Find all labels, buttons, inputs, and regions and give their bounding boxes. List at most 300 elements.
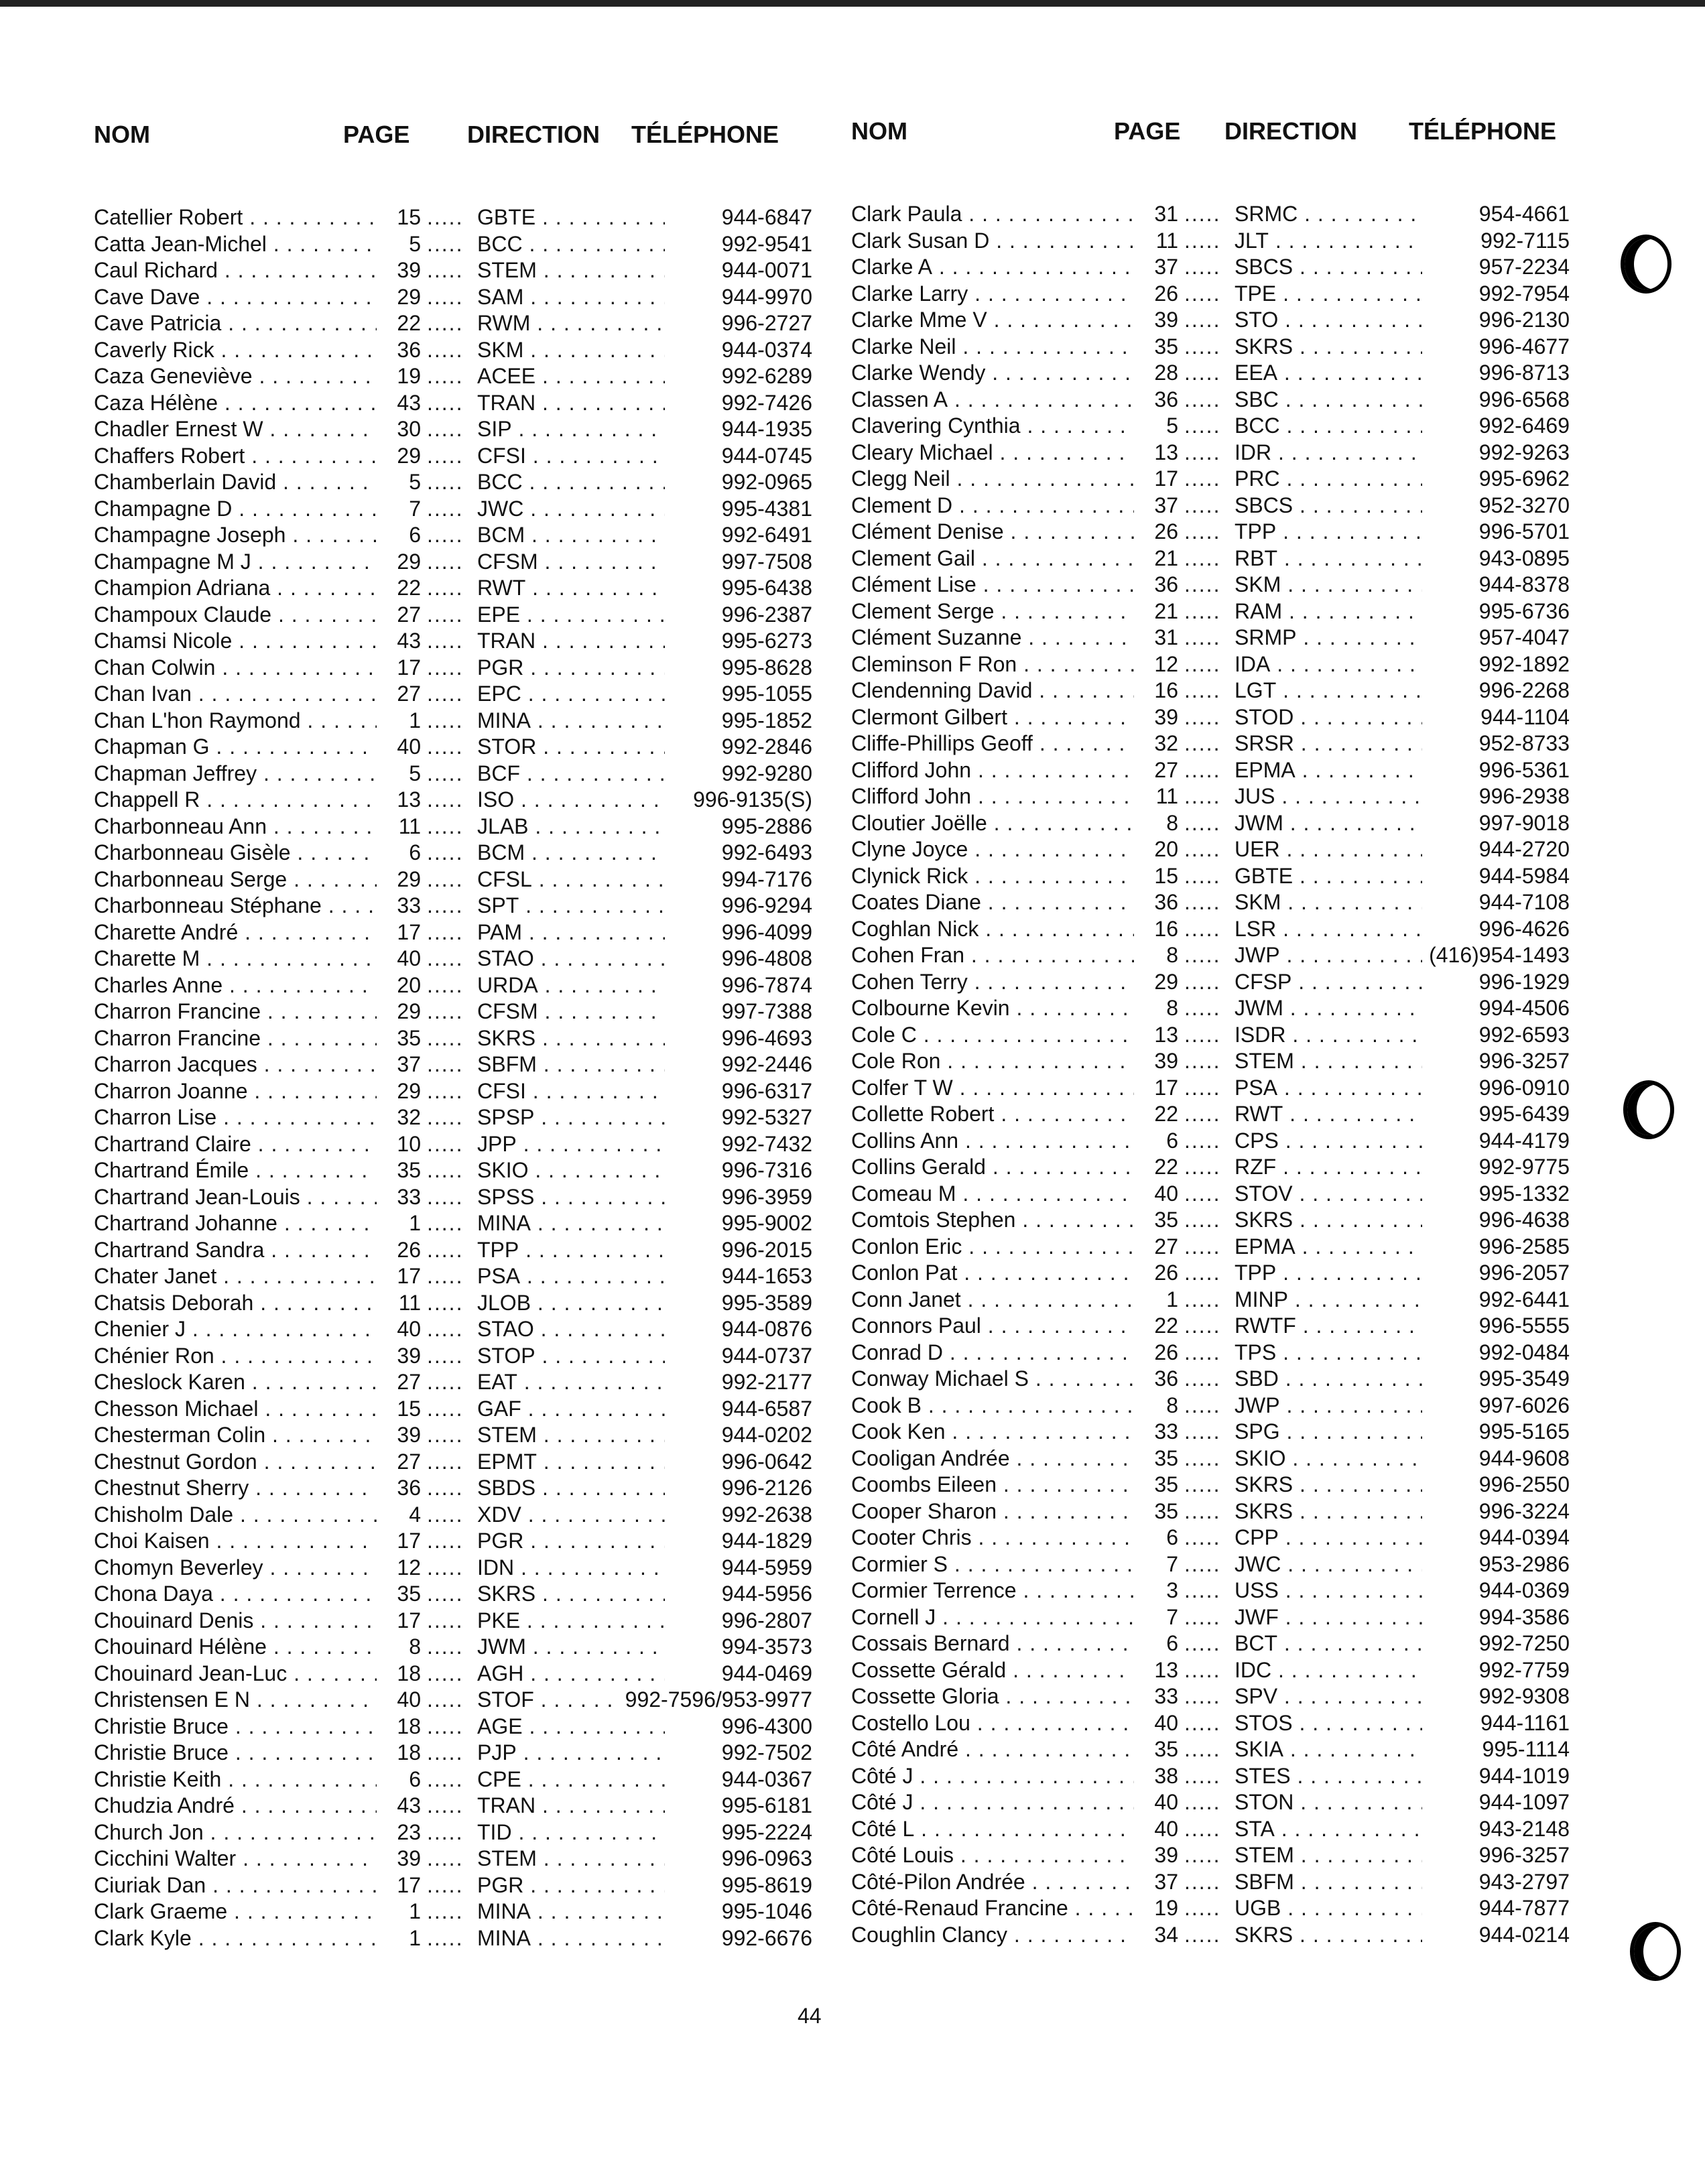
leader-dots: .....	[1184, 440, 1221, 464]
leader-dots: .....	[1184, 1102, 1221, 1126]
entry-direction: JWP . . .	[1235, 942, 1422, 969]
entry-page: 17	[377, 1608, 421, 1634]
entry-telephone: 944-5959	[718, 1555, 812, 1582]
entry-name: Chouinard Denis . . .	[94, 1608, 382, 1634]
entry-telephone: 992-5327	[718, 1104, 812, 1131]
entry-telephone: 943-2797	[1475, 1869, 1570, 1896]
entry-page: 7	[1134, 1604, 1178, 1631]
leader-dots: .....	[1184, 969, 1221, 994]
directory-entry	[88, 549, 839, 576]
entry-direction: SKRS . . .	[1235, 1498, 1422, 1525]
entry-name: Chan Colwin . . .	[94, 655, 382, 682]
directory-entry	[846, 1207, 1596, 1234]
leader-dots: .....	[1184, 1737, 1221, 1761]
entry-direction: STAO . . .	[477, 1316, 665, 1343]
leader-dots: .....	[427, 1846, 464, 1870]
directory-entry	[88, 310, 839, 337]
entry-telephone: 992-7426	[718, 390, 812, 417]
entry-telephone: 944-0737	[718, 1343, 812, 1370]
directory-entry	[846, 1313, 1596, 1340]
entry-telephone: 992-7250	[1475, 1630, 1570, 1657]
entry-telephone: 995-1046	[718, 1899, 812, 1925]
entry-telephone: 995-8628	[718, 655, 812, 682]
entry-page: 27	[377, 681, 421, 708]
entry-telephone: 957-2234	[1475, 254, 1570, 281]
header-direction: DIRECTION	[467, 121, 600, 148]
entry-name: Clifford John . . .	[851, 783, 1139, 810]
directory-entry	[846, 969, 1596, 996]
entry-page: 17	[377, 1872, 421, 1899]
entry-name: Clément Denise . . .	[851, 519, 1139, 545]
entry-telephone: 996-3959	[718, 1184, 812, 1211]
entry-telephone: 996-0642	[718, 1449, 812, 1476]
entry-page: 6	[377, 522, 421, 549]
directory-entry	[88, 1396, 839, 1423]
leader-dots: .....	[1184, 387, 1221, 411]
entry-page: 5	[377, 761, 421, 787]
entry-name: Christie Keith . . .	[94, 1767, 382, 1793]
entry-telephone: 954-4661	[1475, 201, 1570, 228]
leader-dots: .....	[1184, 651, 1221, 676]
entry-page: 26	[377, 1237, 421, 1264]
entry-telephone: 996-6317	[718, 1078, 812, 1105]
entry-direction: ISO . . .	[477, 787, 665, 814]
directory-entry	[88, 628, 839, 655]
entry-telephone: 996-4626	[1475, 916, 1570, 943]
entry-page: 35	[1134, 1207, 1178, 1234]
directory-entry	[88, 1502, 839, 1529]
directory-entry	[88, 1661, 839, 1687]
entry-direction: JLT . . .	[1235, 228, 1422, 255]
entry-telephone: 996-2130	[1475, 307, 1570, 334]
entry-direction: STEM . . .	[1235, 1842, 1422, 1869]
entry-name: Chan L'hon Raymond . . .	[94, 708, 382, 734]
leader-dots: .....	[1184, 1922, 1221, 1947]
binder-hole-icon	[1630, 1922, 1681, 1981]
entry-name: Cossette Gérald . . .	[851, 1657, 1139, 1684]
entry-telephone: 992-9263	[1475, 440, 1570, 466]
leader-dots: .....	[427, 1899, 464, 1923]
directory-entry	[88, 1210, 839, 1237]
leader-dots: .....	[1184, 1631, 1221, 1655]
entry-direction: MINA . . .	[477, 1210, 665, 1237]
entry-name: Charles Anne . . .	[94, 972, 382, 999]
leader-dots: .....	[427, 1370, 464, 1394]
entry-name: Chartrand Johanne . . .	[94, 1210, 382, 1237]
column-header	[846, 117, 1596, 157]
entry-telephone: 996-2727	[718, 310, 812, 337]
entry-direction: RZF . . .	[1235, 1154, 1422, 1181]
entry-direction: CPS . . .	[1235, 1128, 1422, 1155]
directory-entry	[846, 1340, 1596, 1366]
leader-dots: .....	[427, 1396, 464, 1421]
entry-name: Cohen Fran . . .	[851, 942, 1139, 969]
entry-direction: MINA . . .	[477, 1899, 665, 1925]
directory-entry	[88, 681, 839, 708]
leader-dots: .....	[427, 364, 464, 388]
entry-telephone: 996-2387	[718, 602, 812, 629]
entry-telephone: 944-0071	[718, 257, 812, 284]
directory-entry	[846, 1922, 1596, 1949]
entry-direction: STA . . .	[1235, 1816, 1422, 1843]
directory-entry	[846, 1446, 1596, 1472]
directory-entry	[88, 1872, 839, 1899]
entry-telephone: 995-9002	[718, 1210, 812, 1237]
entry-name: Caul Richard . . .	[94, 257, 382, 284]
entry-telephone: 992-0965	[718, 469, 812, 496]
entry-direction: SKM . . .	[1235, 889, 1422, 916]
entry-telephone: 996-4808	[718, 946, 812, 972]
entry-telephone: 992-6441	[1475, 1287, 1570, 1313]
entry-telephone: 995-1055	[718, 681, 812, 708]
leader-dots: .....	[427, 629, 464, 653]
leader-dots: .....	[427, 734, 464, 759]
entry-name: Colbourne Kevin . . .	[851, 995, 1139, 1022]
entry-name: Cave Patricia . . .	[94, 310, 382, 337]
directory-entry	[88, 1846, 839, 1872]
directory-entry	[846, 1895, 1596, 1922]
entry-name: Chartrand Émile . . .	[94, 1157, 382, 1184]
leader-dots: .....	[1184, 572, 1221, 596]
entry-direction: SPSS . . .	[477, 1184, 665, 1211]
directory-entry	[88, 257, 839, 284]
entry-direction: JWF . . .	[1235, 1604, 1422, 1631]
entry-telephone: 995-4381	[718, 496, 812, 523]
entry-telephone: 992-2446	[718, 1051, 812, 1078]
leader-dots: .....	[1184, 598, 1221, 623]
entry-page: 40	[377, 946, 421, 972]
leader-dots: .....	[1184, 1684, 1221, 1708]
directory-entry	[88, 602, 839, 629]
entry-telephone: 943-0895	[1475, 545, 1570, 572]
entry-telephone: 995-3549	[1475, 1366, 1570, 1393]
directory-entry	[88, 1157, 839, 1184]
entry-direction: TRAN . . .	[477, 390, 665, 417]
entry-telephone: 944-2720	[1475, 836, 1570, 863]
entry-direction: STOP . . .	[477, 1343, 665, 1370]
entry-page: 35	[377, 1025, 421, 1052]
entry-name: Côté-Renaud Francine . . .	[851, 1895, 1139, 1922]
entry-telephone: 996-9294	[718, 893, 812, 919]
entry-page: 15	[377, 1396, 421, 1423]
entry-page: 5	[377, 231, 421, 258]
entry-telephone: 995-5165	[1475, 1419, 1570, 1446]
entry-name: Chesson Michael . . .	[94, 1396, 382, 1423]
entry-direction: XDV . . .	[477, 1502, 665, 1529]
entry-page: 37	[1134, 1869, 1178, 1896]
leader-dots: .....	[427, 1687, 464, 1712]
entry-direction: CFSI . . .	[477, 443, 665, 470]
leader-dots: .....	[427, 1714, 464, 1738]
entry-name: Clegg Neil . . .	[851, 466, 1139, 493]
entry-direction: TPS . . .	[1235, 1340, 1422, 1366]
directory-entry	[846, 995, 1596, 1022]
leader-dots: .....	[427, 1449, 464, 1474]
entry-direction: EPMT . . .	[477, 1449, 665, 1476]
entry-name: Cleary Michael . . .	[851, 440, 1139, 466]
entry-direction: LSR . . .	[1235, 916, 1422, 943]
leader-dots: .....	[427, 787, 464, 812]
right-column	[846, 117, 1596, 1947]
leader-dots: .....	[427, 470, 464, 494]
leader-dots: .....	[1184, 890, 1221, 914]
entry-page: 11	[1134, 783, 1178, 810]
entry-name: Charbonneau Gisèle . . .	[94, 840, 382, 866]
leader-dots: .....	[427, 1343, 464, 1368]
entry-telephone: 995-1332	[1475, 1181, 1570, 1208]
entry-page: 26	[1134, 1260, 1178, 1287]
entry-name: Clendenning David . . .	[851, 678, 1139, 704]
entry-page: 10	[377, 1131, 421, 1158]
entry-direction: SRSR . . .	[1235, 730, 1422, 757]
directory-entry	[88, 443, 839, 470]
entry-telephone: 944-0367	[718, 1767, 812, 1793]
entry-direction: JWC . . .	[1235, 1551, 1422, 1578]
entry-name: Catellier Robert . . .	[94, 204, 382, 231]
entry-name: Clavering Cynthia . . .	[851, 413, 1139, 440]
entry-page: 27	[1134, 757, 1178, 784]
entry-page: 39	[377, 257, 421, 284]
entry-name: Chénier Ron . . .	[94, 1343, 382, 1370]
entry-page: 1	[377, 1925, 421, 1952]
entry-page: 31	[1134, 201, 1178, 228]
entry-name: Clément Lise . . .	[851, 572, 1139, 598]
directory-entry	[88, 363, 839, 390]
directory-entry	[88, 787, 839, 814]
directory-entry	[846, 1234, 1596, 1261]
entry-page: 36	[1134, 572, 1178, 598]
entry-name: Clement Serge . . .	[851, 598, 1139, 625]
directory-entry	[88, 1528, 839, 1555]
entry-telephone: 996-2550	[1475, 1472, 1570, 1498]
entry-name: Chestnut Gordon . . .	[94, 1449, 382, 1476]
entry-page: 43	[377, 1793, 421, 1819]
leader-dots: .....	[427, 576, 464, 600]
entry-page: 28	[1134, 360, 1178, 387]
entry-telephone: 992-6593	[1475, 1022, 1570, 1049]
directory-entry	[846, 916, 1596, 943]
directory-entry	[846, 1472, 1596, 1498]
leader-dots: .....	[427, 417, 464, 441]
leader-dots: .....	[1184, 466, 1221, 491]
entry-telephone: 944-0394	[1475, 1525, 1570, 1551]
directory-entry	[88, 972, 839, 999]
entry-name: Cornell J . . .	[851, 1604, 1139, 1631]
entry-telephone: 997-9018	[1475, 810, 1570, 837]
entry-page: 36	[377, 1475, 421, 1502]
entry-page: 26	[1134, 1340, 1178, 1366]
entry-name: Clynick Rick . . .	[851, 863, 1139, 890]
leader-dots: .....	[1184, 1869, 1221, 1894]
entry-telephone: 944-1161	[1476, 1710, 1570, 1737]
entry-direction: RBT . . .	[1235, 545, 1422, 572]
entry-telephone: 992-7432	[718, 1131, 812, 1158]
entry-direction: PSA . . .	[1235, 1075, 1422, 1102]
leader-dots: .....	[427, 1423, 464, 1447]
entry-page: 36	[1134, 889, 1178, 916]
entry-page: 40	[1134, 1789, 1178, 1816]
leader-dots: .....	[427, 231, 464, 256]
leader-dots: .....	[1184, 1525, 1221, 1549]
entry-page: 40	[377, 1316, 421, 1343]
entry-name: Champion Adriana . . .	[94, 575, 382, 602]
entry-direction: PGR . . .	[477, 1872, 665, 1899]
directory-entry	[88, 416, 839, 443]
entry-name: Conn Janet . . .	[851, 1287, 1139, 1313]
directory-entry	[846, 1498, 1596, 1525]
entry-telephone: 996-4693	[718, 1025, 812, 1052]
entry-page: 40	[1134, 1181, 1178, 1208]
entry-telephone: 996-4638	[1475, 1207, 1570, 1234]
entry-direction: SAM . . .	[477, 284, 665, 311]
directory-entry	[88, 1051, 839, 1078]
directory-entry	[846, 360, 1596, 387]
entry-name: Choi Kaisen . . .	[94, 1528, 382, 1555]
entry-name: Cossette Gloria . . .	[851, 1683, 1139, 1710]
entry-page: 29	[377, 284, 421, 311]
entry-name: Champagne M J . . .	[94, 549, 382, 576]
entry-telephone: 992-7759	[1475, 1657, 1570, 1684]
entry-name: Clark Kyle . . .	[94, 1925, 382, 1952]
leader-dots: .....	[1184, 1551, 1221, 1576]
entry-page: 18	[377, 1740, 421, 1767]
entry-telephone: 944-1829	[718, 1528, 812, 1555]
entry-direction: BCF . . .	[477, 761, 665, 787]
entry-direction: PGR . . .	[477, 655, 665, 682]
directory-entry	[846, 863, 1596, 890]
entry-direction: SPV . . .	[1235, 1683, 1422, 1710]
entry-page: 12	[1134, 651, 1178, 678]
entry-name: Coates Diane . . .	[851, 889, 1139, 916]
entry-name: Cooligan Andrée . . .	[851, 1446, 1139, 1472]
entry-telephone: 992-1892	[1475, 651, 1570, 678]
leader-dots: .....	[427, 1555, 464, 1580]
directory-entry	[88, 1237, 839, 1264]
entry-telephone: 944-0374	[718, 337, 812, 364]
entry-page: 36	[377, 337, 421, 364]
entry-telephone: 943-2148	[1475, 1816, 1570, 1843]
entry-direction: CPE . . .	[477, 1767, 665, 1793]
entry-telephone: 992-7596/953-9977	[621, 1687, 812, 1714]
directory-entry	[88, 1634, 839, 1661]
entry-name: Cloutier Joëlle . . .	[851, 810, 1139, 837]
directory-entry	[88, 1263, 839, 1290]
entry-name: Cooper Sharon . . .	[851, 1498, 1139, 1525]
directory-entry	[88, 469, 839, 496]
entry-page: 27	[1134, 1234, 1178, 1261]
entry-direction: EPMA . . .	[1235, 757, 1422, 784]
leader-dots: .....	[427, 1184, 464, 1209]
directory-entry	[846, 493, 1596, 519]
entry-direction: CFSI . . .	[477, 1078, 665, 1105]
entry-name: Clermont Gilbert . . .	[851, 704, 1139, 731]
leader-dots: .....	[1184, 1049, 1221, 1073]
entry-direction: SKRS . . .	[1235, 1207, 1422, 1234]
leader-dots: .....	[427, 1476, 464, 1500]
leader-dots: .....	[427, 205, 464, 229]
directory-entry	[846, 334, 1596, 361]
entry-telephone: 997-7508	[718, 549, 812, 576]
directory-entry	[846, 1657, 1596, 1684]
directory-entry	[88, 1687, 839, 1714]
entry-name: Caza Hélène . . .	[94, 390, 382, 417]
entry-page: 19	[1134, 1895, 1178, 1922]
entry-page: 21	[1134, 598, 1178, 625]
entry-telephone: 996-8713	[1475, 360, 1570, 387]
entry-telephone: 995-1114	[1478, 1736, 1570, 1763]
entry-name: Chudzia André . . .	[94, 1793, 382, 1819]
entry-name: Côté André . . .	[851, 1736, 1139, 1763]
entry-name: Chamsi Nicole . . .	[94, 628, 382, 655]
directory-entry	[846, 625, 1596, 651]
entry-page: 21	[1134, 545, 1178, 572]
entry-direction: LGT . . .	[1235, 678, 1422, 704]
entry-direction: SKIO . . .	[1235, 1446, 1422, 1472]
entry-telephone: 995-6438	[718, 575, 812, 602]
directory-entry	[88, 1767, 839, 1793]
entry-telephone: 996-2015	[718, 1237, 812, 1264]
entry-direction: SPG . . .	[1235, 1419, 1422, 1446]
entry-name: Côté J . . .	[851, 1789, 1139, 1816]
directory-entry	[846, 228, 1596, 255]
entry-direction: STOD . . .	[1235, 704, 1422, 731]
entry-page: 35	[377, 1581, 421, 1608]
entry-direction: SBCS . . .	[1235, 254, 1422, 281]
leader-dots: .....	[427, 1793, 464, 1817]
directory-entry	[846, 651, 1596, 678]
entry-telephone: 944-6847	[718, 204, 812, 231]
leader-dots: .....	[1184, 1419, 1221, 1443]
entry-telephone: 992-7502	[718, 1740, 812, 1767]
entry-name: Clark Susan D . . .	[851, 228, 1139, 255]
directory-entry	[846, 1578, 1596, 1604]
entry-page: 39	[1134, 1842, 1178, 1869]
entry-page: 15	[1134, 863, 1178, 890]
directory-entry	[846, 572, 1596, 598]
entry-telephone: 996-0910	[1475, 1075, 1570, 1102]
entry-telephone: 995-6439	[1475, 1101, 1570, 1128]
directory-entry	[88, 946, 839, 972]
entry-telephone: 996-1929	[1475, 969, 1570, 996]
entry-direction: IDR . . .	[1235, 440, 1422, 466]
directory-entry	[88, 1714, 839, 1740]
entry-direction: STON . . .	[1235, 1789, 1422, 1816]
entry-direction: JUS . . .	[1235, 783, 1422, 810]
leader-dots: .....	[427, 523, 464, 547]
leader-dots: .....	[1184, 731, 1221, 755]
entry-direction: AGH . . .	[477, 1661, 665, 1687]
entry-name: Charron Francine . . .	[94, 1025, 382, 1052]
entry-direction: JWP . . .	[1235, 1393, 1422, 1419]
directory-entry	[88, 708, 839, 734]
entry-direction: RWM . . .	[477, 310, 665, 337]
entry-page: 5	[377, 469, 421, 496]
entry-page: 33	[1134, 1683, 1178, 1710]
entry-name: Ciuriak Dan . . .	[94, 1872, 382, 1899]
entry-direction: UER . . .	[1235, 836, 1422, 863]
entry-direction: BCM . . .	[477, 522, 665, 549]
entry-telephone: 996-5361	[1475, 757, 1570, 784]
leader-dots: .....	[1184, 228, 1221, 253]
entry-telephone: 996-3224	[1475, 1498, 1570, 1525]
entry-page: 35	[1134, 1446, 1178, 1472]
entry-name: Catta Jean-Michel . . .	[94, 231, 382, 258]
entry-name: Chapman Jeffrey . . .	[94, 761, 382, 787]
entry-direction: SBC . . .	[1235, 387, 1422, 413]
directory-entry	[846, 1816, 1596, 1843]
entry-direction: EPE . . .	[477, 602, 665, 629]
entry-page: 35	[1134, 1498, 1178, 1525]
